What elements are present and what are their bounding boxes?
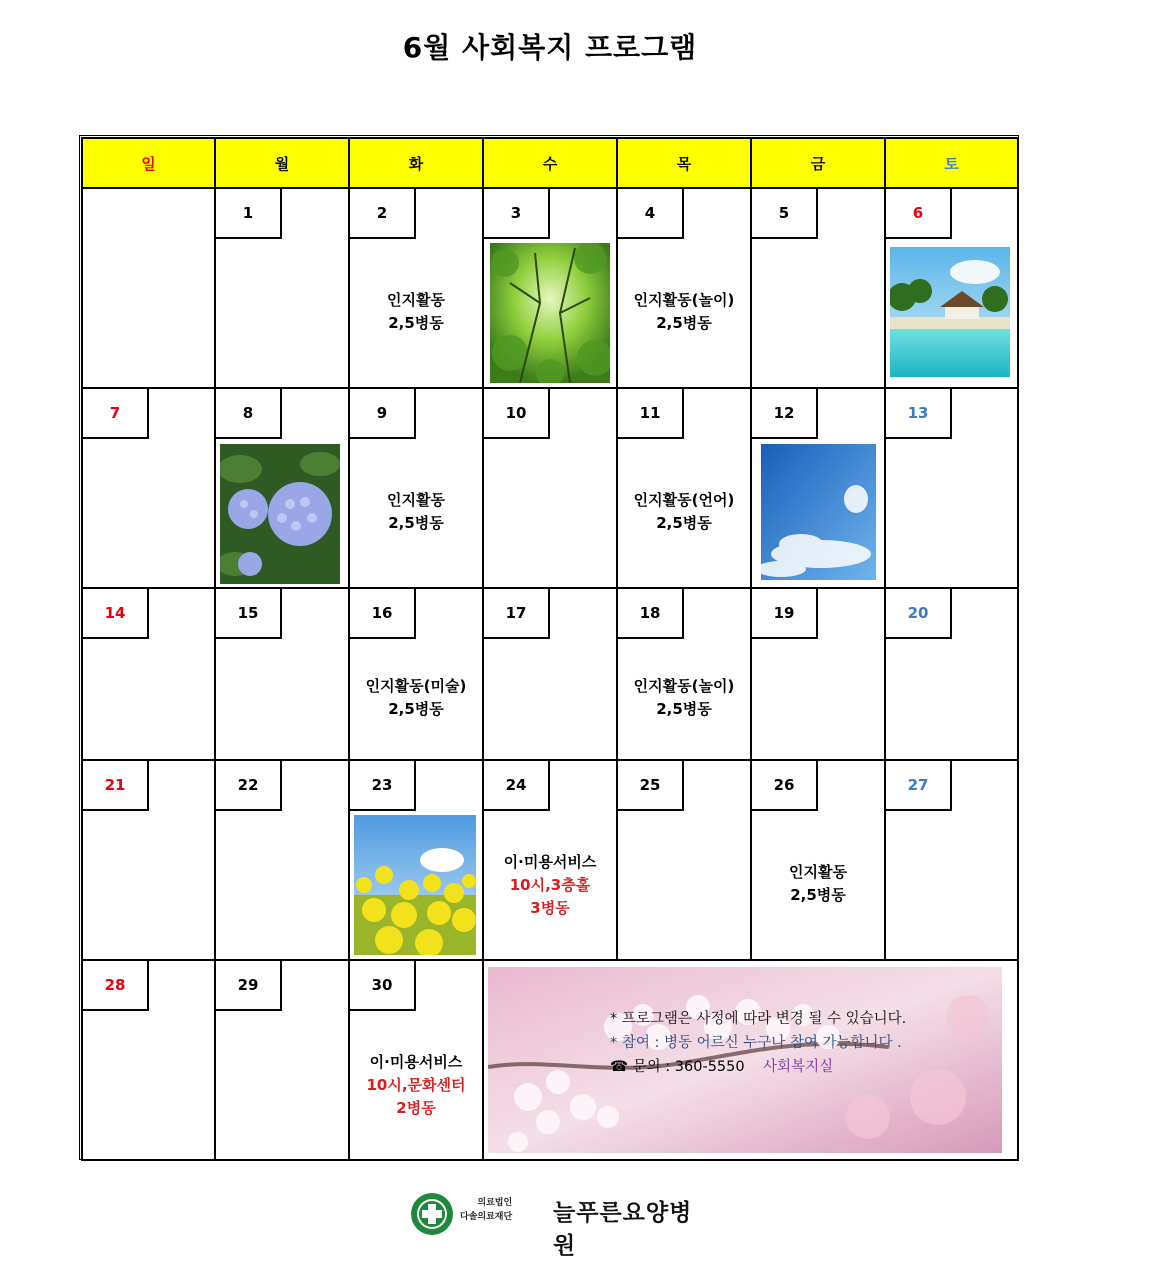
day-cell-12 [751, 388, 885, 588]
weekday-mon: 월 [215, 138, 349, 188]
day-number: 9 [350, 389, 416, 439]
day-number: 8 [216, 389, 282, 439]
hospital-name: 늘푸른요양병원 [553, 1200, 693, 1259]
weekday-header-row [82, 138, 1018, 188]
weekday-fri: 금 [751, 138, 885, 188]
day-cell-13 [885, 388, 1018, 588]
day-number: 12 [752, 389, 818, 439]
weekday-sat: 토 [885, 138, 1018, 188]
day-number: 3 [484, 189, 550, 239]
day-cell-7 [82, 388, 215, 588]
day-number: 22 [216, 761, 282, 811]
activity-text [618, 675, 750, 721]
day-number: 14 [83, 589, 149, 639]
activity-name: 인지활동 [789, 863, 847, 881]
day-cell-2 [349, 188, 483, 388]
day-number: 13 [886, 389, 952, 439]
day-cell-15 [215, 588, 349, 760]
day-number: 21 [83, 761, 149, 811]
day-cell-14 [82, 588, 215, 760]
activity-ward: 2,5병동 [388, 514, 444, 532]
weekday-tue: 화 [349, 138, 483, 188]
activity-text [484, 851, 616, 920]
day-number: 24 [484, 761, 550, 811]
activity-text [752, 861, 884, 907]
day-cell-4 [617, 188, 751, 388]
activity-ward: 2병동 [396, 1099, 436, 1117]
activity-ward: 2,5병동 [388, 700, 444, 718]
day-cell-24 [483, 760, 617, 960]
day-number: 16 [350, 589, 416, 639]
day-cell-27 [885, 760, 1018, 960]
day-cell-19 [751, 588, 885, 760]
activity-ward: 2,5병동 [656, 514, 712, 532]
day-number: 11 [618, 389, 684, 439]
notice-line-participation: * 참여 : 병동 어르신 누구나 참여 가능합니다 . [610, 1035, 902, 1051]
week-row-1 [82, 188, 1018, 388]
weekday-thu: 목 [617, 138, 751, 188]
page-title: 6월 사회복지 프로그램 [402, 31, 698, 64]
rapeseed-flowers-photo [354, 815, 476, 955]
day-number: 19 [752, 589, 818, 639]
day-number: 15 [216, 589, 282, 639]
day-cell-25 [617, 760, 751, 960]
notice-cell [483, 960, 1018, 1160]
hospital-foundation [460, 1196, 512, 1224]
day-number: 1 [216, 189, 282, 239]
logo-small-line1: 의료법인 [477, 1198, 513, 1208]
day-cell-9 [349, 388, 483, 588]
beach-resort-photo [890, 247, 1010, 377]
day-number: 2 [350, 189, 416, 239]
logo-small-line2: 다솔의료재단 [460, 1212, 513, 1222]
activity-name: 인지활동(놀이) [633, 291, 735, 309]
week-row-3 [82, 588, 1018, 760]
day-cell-30 [349, 960, 483, 1160]
week-row-4 [82, 760, 1018, 960]
activity-text [618, 289, 750, 335]
activity-name: 인지활동(미술) [365, 677, 467, 695]
day-cell-23 [349, 760, 483, 960]
day-number: 17 [484, 589, 550, 639]
calendar [79, 135, 1019, 1160]
activity-time-place: 10시,3층홀 [509, 876, 591, 894]
day-number: 7 [83, 389, 149, 439]
day-cell-29 [215, 960, 349, 1160]
day-number: 20 [886, 589, 952, 639]
hospital-logo [410, 1184, 710, 1259]
hydrangea-photo [220, 444, 340, 584]
activity-name: 인지활동 [387, 291, 445, 309]
activity-name: 이·미용서비스 [503, 853, 597, 871]
activity-name: 인지활동(언어) [633, 491, 735, 509]
activity-ward: 2,5병동 [656, 700, 712, 718]
day-number: 25 [618, 761, 684, 811]
day-number: 4 [618, 189, 684, 239]
hospital-emblem-icon [410, 1192, 454, 1236]
activity-ward: 2,5병동 [388, 314, 444, 332]
day-cell-6 [885, 188, 1018, 388]
day-number: 26 [752, 761, 818, 811]
day-number: 27 [886, 761, 952, 811]
day-cell-10 [483, 388, 617, 588]
day-number: 10 [484, 389, 550, 439]
day-number: 5 [752, 189, 818, 239]
blue-sky-photo [761, 444, 876, 580]
day-cell-26 [751, 760, 885, 960]
notice-text [610, 1007, 910, 1079]
activity-ward: 3병동 [530, 899, 570, 917]
notice-box [488, 967, 1002, 1153]
day-cell-22 [215, 760, 349, 960]
day-cell-11 [617, 388, 751, 588]
notice-contact-phone: ☎ 문의 : 360-5550 [610, 1059, 745, 1075]
day-cell-20 [885, 588, 1018, 760]
weekday-wed: 수 [483, 138, 617, 188]
day-cell-17 [483, 588, 617, 760]
notice-line-change: * 프로그램은 사정에 따라 변경 될 수 있습니다. [610, 1011, 907, 1027]
day-cell-3 [483, 188, 617, 388]
day-cell-18 [617, 588, 751, 760]
day-cell-empty [82, 188, 215, 388]
day-cell-28 [82, 960, 215, 1160]
day-cell-8 [215, 388, 349, 588]
green-leaves-photo [490, 243, 610, 383]
activity-name: 인지활동 [387, 491, 445, 509]
activity-time-place: 10시,문화센터 [366, 1076, 466, 1094]
day-cell-5 [751, 188, 885, 388]
day-number: 29 [216, 961, 282, 1011]
activity-text [350, 489, 482, 535]
notice-contact-dept: 사회복지실 [763, 1059, 834, 1075]
activity-ward: 2,5병동 [790, 886, 846, 904]
weekday-sun: 일 [82, 138, 215, 188]
day-cell-21 [82, 760, 215, 960]
activity-text [350, 675, 482, 721]
week-row-2 [82, 388, 1018, 588]
activity-text [350, 1051, 482, 1120]
activity-text [350, 289, 482, 335]
activity-ward: 2,5병동 [656, 314, 712, 332]
day-number: 6 [886, 189, 952, 239]
day-cell-16 [349, 588, 483, 760]
day-cell-1 [215, 188, 349, 388]
week-row-5 [82, 960, 1018, 1160]
activity-name: 이·미용서비스 [369, 1053, 463, 1071]
activity-name: 인지활동(놀이) [633, 677, 735, 695]
notice-line-contact [610, 1055, 910, 1079]
day-number: 30 [350, 961, 416, 1011]
activity-text [618, 489, 750, 535]
calendar-table [81, 137, 1019, 1161]
day-number: 18 [618, 589, 684, 639]
day-number: 23 [350, 761, 416, 811]
day-number: 28 [83, 961, 149, 1011]
